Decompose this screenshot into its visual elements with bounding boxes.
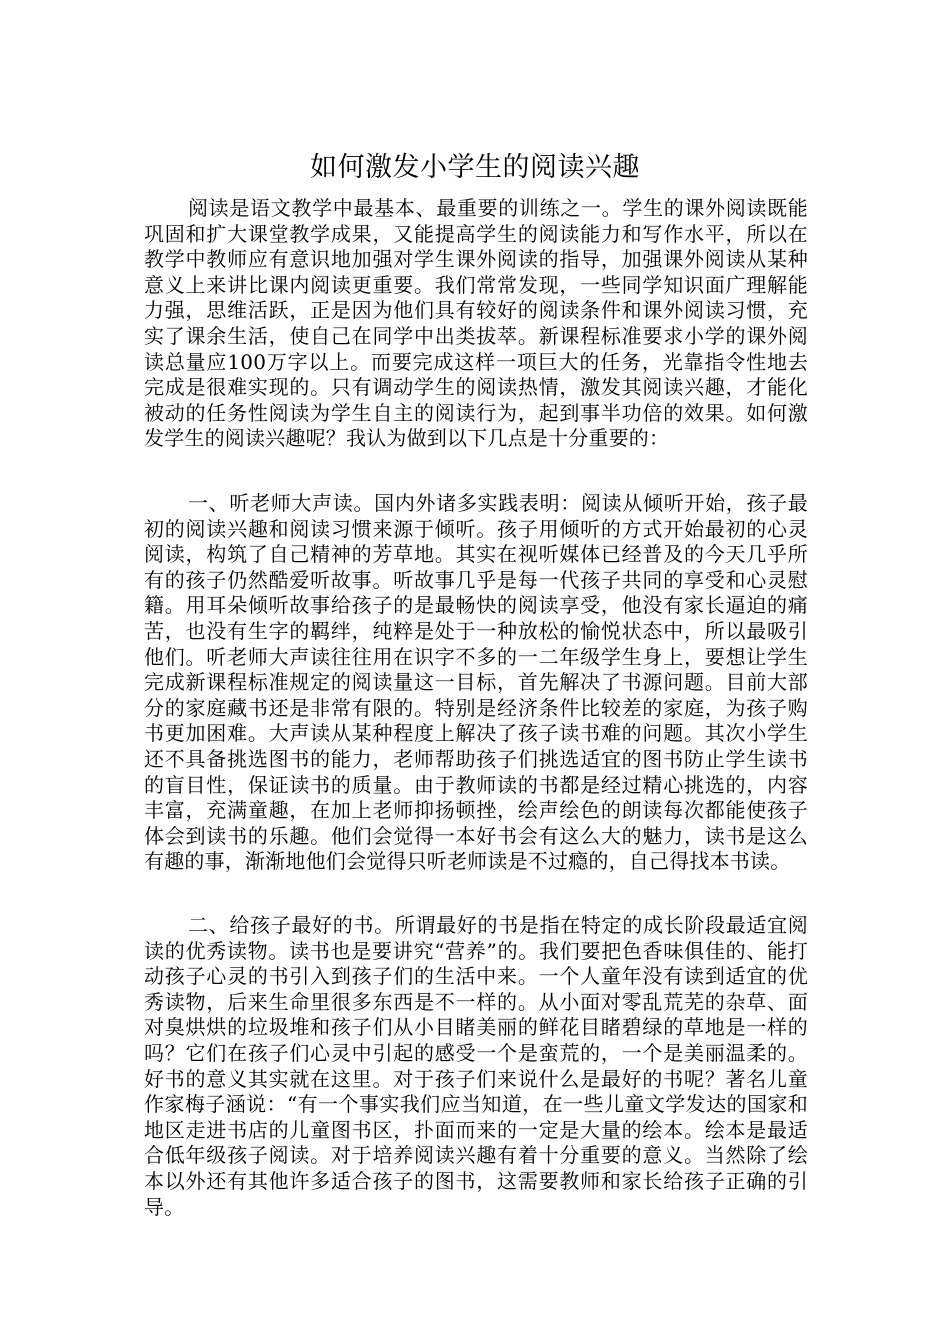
section-two-paragraph: 二、给孩子最好的书。所谓最好的书是指在特定的成长阶段最适宜阅读的优秀读物。读书也是要讲究“营养”的。我们要把色香味俱佳的、能打动孩子心灵的书引入到孩子们的生活中来。一个人童年没有读到适宜的优秀读物，后来生命里很多东西是不一样的。从小面对零乱荒芜的杂草、面对臭烘烘的垃圾堆和孩子们从小目睹美丽的鲜花目睹碧绿的草地是一样的吗？它们在孩子们心灵中引起的感受一个是蛮荒的，一个是美丽温柔的。好书的意义其实就在这里。对于孩子们来说什么是最好的书呢？著名儿童作家梅子涵说：“有一个事实我们应当知道，在一些儿童文学发达的国家和地区走进书店的儿童图书区，扑面而来的一定是大量的绘本。绘本是最适合低年级孩子阅读。对于培养阅读兴趣有着十分重要的意义。当然除了绘本以外还有其他许多适合孩子的图书，这需要教师和家长给孩子正确的引导。 — [144, 913, 808, 1219]
section-one-paragraph: 一、听老师大声读。国内外诸多实践表明：阅读从倾听开始，孩子最初的阅读兴趣和阅读习惯来源于倾听。孩子用倾听的方式开始最初的心灵阅读，构筑了自己精神的芳草地。其实在视听媒体已经普及的今天几乎所有的孩子仍然酷爱听故事。听故事几乎是每一代孩子共同的享受和心灵慰籍。用耳朵倾听故事给孩子的是最畅快的阅读享受，他没有家长逼迫的痛苦，也没有生字的羁绊，纯粹是处于一种放松的愉悦状态中，所以最吸引他们。听老师大声读往往用在识字不多的一二年级学生身上，要想让学生完成新课程标准规定的阅读量这一目标，首先解决了书源问题。目前大部分的家庭藏书还是非常有限的。特别是经济条件比较差的家庭，为孩子购书更加困难。大声读从某种程度上解决了孩子读书难的问题。其次小学生还不具备挑选图书的能力，老师帮助孩子们挑选适宜的图书防止学生读书的盲目性，保证读书的质量。由于教师读的书都是经过精心挑选的，内容丰富，充满童趣，在加上老师抑扬顿挫，绘声绘色的朗读每次都能使孩子体会到读书的乐趣。他们会觉得一本好书会有这么大的魅力，读书是这么有趣的事，渐渐地他们会觉得只听老师读是不过瘾的，自己得找本书读。 — [144, 491, 808, 874]
document-title: 如何激发小学生的阅读兴趣 — [310, 152, 640, 184]
intro-paragraph: 阅读是语文教学中最基本、最重要的训练之一。学生的课外阅读既能巩固和扩大课堂教学成果，又能提高学生的阅读能力和写作水平，所以在教学中教师应有意识地加强对学生课外阅读的指导，加强课外阅读从某种意义上来讲比课内阅读更重要。我们常常发现，一些同学知识面广理解能力强，思维活跃，正是因为他们具有较好的阅读条件和课外阅读习惯，充实了课余生活，使自己在同学中出类拔萃。新课程标准要求小学的课外阅读总量应100万字以上。而要完成这样一项巨大的任务，光靠指令性地去完成是很难实现的。只有调动学生的阅读热情，激发其阅读兴趣，才能化被动的任务性阅读为学生自主的阅读行为，起到事半功倍的效果。如何激发学生的阅读兴趣呢？我认为做到以下几点是十分重要的： — [144, 196, 808, 451]
